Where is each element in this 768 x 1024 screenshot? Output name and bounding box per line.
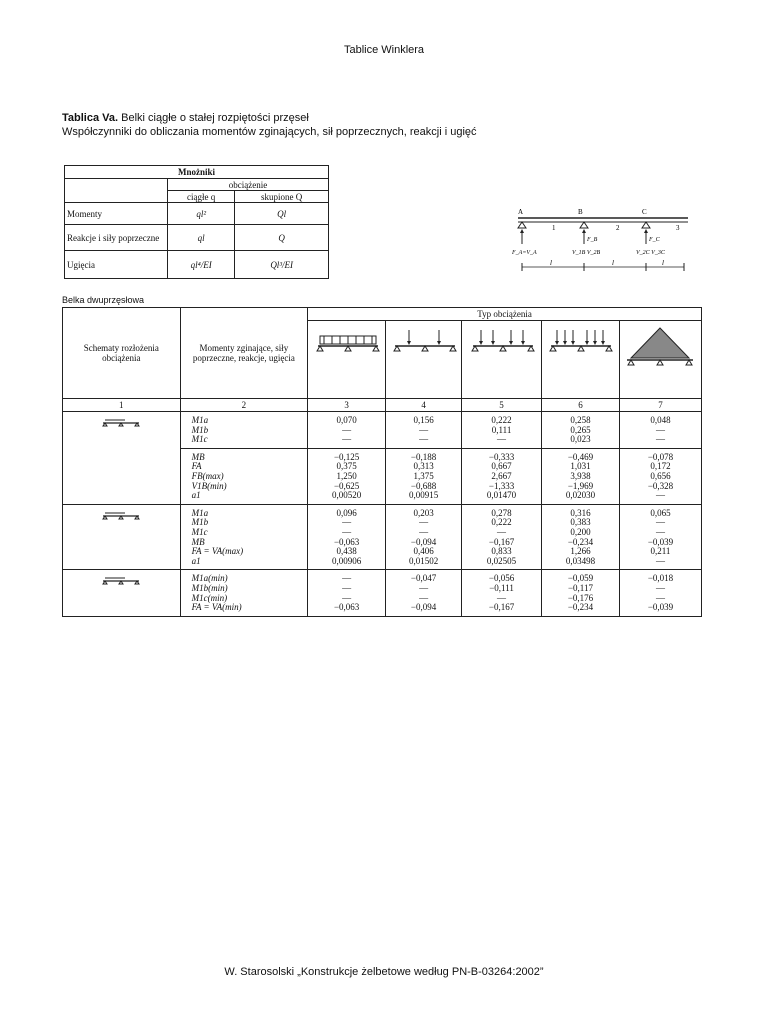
coefficient-value: 0,172 bbox=[650, 461, 671, 472]
coefficients-table bbox=[62, 307, 702, 617]
column-number: 5 bbox=[462, 399, 542, 412]
quantity-label: FA = VA(max) bbox=[191, 546, 244, 557]
mult-row-label: Reakcje i siły poprzeczne bbox=[65, 225, 168, 251]
coefficient-value: −0,688 bbox=[410, 480, 437, 491]
quantity-label: FB(max) bbox=[191, 470, 224, 481]
coefficient-value: −0,059 bbox=[567, 573, 594, 584]
head-type: Typ obciążenia bbox=[308, 308, 702, 321]
coefficient-value: 0,313 bbox=[413, 461, 434, 472]
coefficient-value: −0,094 bbox=[410, 602, 437, 613]
load-type-7 bbox=[619, 321, 701, 399]
reaction-label: F_A=V_A bbox=[512, 250, 537, 256]
coefficient-value: −0,063 bbox=[333, 602, 360, 613]
quantity-label: MB bbox=[191, 536, 205, 547]
coefficient-value: — bbox=[655, 517, 665, 528]
span-label: 3 bbox=[676, 224, 680, 232]
mult-cell: ql² bbox=[168, 203, 235, 225]
coefficient-value: −0,333 bbox=[488, 451, 515, 462]
coefficient-value: — bbox=[655, 490, 665, 501]
coefficient-value: −0,078 bbox=[647, 451, 674, 462]
value-column bbox=[386, 504, 462, 570]
quantity-label: M1a bbox=[191, 415, 209, 425]
quantity-label: M1c bbox=[191, 434, 208, 445]
mult-cell: ql⁴/EI bbox=[168, 251, 235, 279]
coefficient-value: 0,656 bbox=[650, 470, 671, 481]
value-column bbox=[386, 412, 462, 449]
three-point-load-diagram bbox=[545, 322, 615, 372]
head-scheme: Schematy rozłożenia obciążenia bbox=[63, 308, 181, 399]
coefficient-value: — bbox=[342, 582, 352, 593]
coefficient-value: — bbox=[419, 424, 429, 435]
coefficient-value: — bbox=[342, 592, 352, 603]
value-column bbox=[308, 504, 386, 570]
support-label: C bbox=[642, 208, 647, 216]
coefficient-value: 0,096 bbox=[336, 507, 357, 518]
coefficient-value: −0,117 bbox=[567, 582, 593, 593]
coefficient-value: — bbox=[342, 434, 352, 445]
quantity-label: MB bbox=[191, 451, 205, 462]
coefficient-value: −0,188 bbox=[410, 451, 437, 462]
quantity-label: a1 bbox=[191, 490, 201, 501]
coefficient-value: 0,203 bbox=[413, 507, 434, 518]
coefficient-value: 1,250 bbox=[336, 470, 357, 481]
coefficient-value: — bbox=[497, 592, 507, 603]
load-scheme-cell bbox=[63, 570, 181, 616]
coefficient-value: — bbox=[655, 555, 665, 566]
subtitle: Belka dwuprzęsłowa bbox=[62, 295, 145, 305]
value-column bbox=[542, 570, 620, 616]
value-column bbox=[619, 570, 701, 616]
coefficient-value: −0,234 bbox=[567, 602, 594, 613]
column-number: 6 bbox=[542, 399, 620, 412]
quantity-label: a1 bbox=[191, 555, 201, 566]
coefficient-value: 0,023 bbox=[570, 434, 591, 445]
reaction-label: V_2C V_3C bbox=[636, 250, 665, 256]
point-load-diagram bbox=[389, 322, 459, 372]
coefficient-value: 0,383 bbox=[570, 517, 591, 528]
value-column bbox=[619, 412, 701, 449]
coefficient-value: — bbox=[419, 582, 429, 593]
column-number: 3 bbox=[308, 399, 386, 412]
reaction-label: V_1B V_2B bbox=[572, 250, 601, 256]
value-column bbox=[308, 570, 386, 616]
coefficient-value: 0,048 bbox=[650, 415, 671, 425]
coefficient-value: −0,063 bbox=[333, 536, 360, 547]
scheme-icon bbox=[91, 413, 151, 433]
quantity-label: M1c bbox=[191, 526, 208, 537]
coefficient-value: −0,047 bbox=[410, 573, 437, 584]
value-column bbox=[619, 504, 701, 570]
coefficient-value: −0,018 bbox=[647, 573, 674, 584]
coefficient-value: — bbox=[655, 582, 665, 593]
coefficient-value: — bbox=[419, 592, 429, 603]
coefficient-value: −0,056 bbox=[488, 573, 515, 584]
coefficient-value: 0,278 bbox=[491, 507, 512, 518]
coefficient-value: −0,094 bbox=[410, 536, 437, 547]
mult-cell: Ql bbox=[235, 203, 329, 225]
column-number: 4 bbox=[386, 399, 462, 412]
coefficient-value: −0,625 bbox=[333, 480, 360, 491]
mult-cell: ql bbox=[168, 225, 235, 251]
title-line2: Współczynniki do obliczania momentów zginających, sił poprzecznych, reakcji i ugięć bbox=[62, 126, 477, 138]
quantity-label: M1a bbox=[191, 507, 209, 518]
triangular-load-diagram bbox=[623, 322, 697, 372]
page-header: Tablice Winklera bbox=[343, 44, 425, 56]
support-label: B bbox=[578, 208, 583, 216]
mult-cell: Q bbox=[235, 225, 329, 251]
mult-col-q: ciągłe q bbox=[168, 191, 235, 203]
value-column bbox=[462, 448, 542, 504]
support-label: A bbox=[518, 208, 524, 216]
coefficient-value: −0,125 bbox=[333, 451, 360, 462]
value-column bbox=[542, 504, 620, 570]
multipliers-table bbox=[64, 165, 329, 279]
coefficient-value: −0,176 bbox=[567, 592, 594, 603]
reaction-label: F_C bbox=[649, 237, 660, 243]
coefficient-value: — bbox=[655, 526, 665, 537]
coefficient-value: −0,111 bbox=[489, 582, 514, 593]
value-column bbox=[308, 412, 386, 449]
column-number: 2 bbox=[180, 399, 308, 412]
quantity-labels bbox=[180, 504, 308, 570]
quantity-label: M1c(min) bbox=[191, 592, 228, 603]
value-column bbox=[619, 448, 701, 504]
load-type-6 bbox=[542, 321, 620, 399]
coefficient-value: 0,070 bbox=[336, 415, 357, 425]
coefficient-value: 0,065 bbox=[650, 507, 671, 518]
coefficient-value: −1,333 bbox=[488, 480, 515, 491]
coefficient-value: — bbox=[497, 434, 507, 445]
coefficient-value: 1,031 bbox=[570, 461, 591, 472]
coefficient-value: 0,316 bbox=[570, 507, 591, 518]
reaction-label: F_B bbox=[587, 237, 598, 243]
coefficient-value: 0,438 bbox=[336, 546, 357, 557]
title-bold: Tablica Va. bbox=[62, 112, 119, 124]
coefficient-value: — bbox=[497, 526, 507, 537]
coefficient-value: −1,969 bbox=[567, 480, 594, 491]
quantity-labels bbox=[180, 570, 308, 616]
coefficient-value: 0,375 bbox=[336, 461, 357, 472]
mult-row-label: Ugięcia bbox=[65, 251, 168, 279]
beam-diagram bbox=[512, 200, 692, 275]
span-label: 1 bbox=[552, 224, 556, 232]
coefficient-value: 0,211 bbox=[650, 546, 671, 557]
two-point-load-diagram bbox=[467, 322, 537, 372]
coefficient-value: — bbox=[342, 424, 352, 435]
mult-col-Q: skupione Q bbox=[235, 191, 329, 203]
column-number: 7 bbox=[619, 399, 701, 412]
mult-load-head: obciążenie bbox=[168, 179, 329, 191]
mult-cell: Ql³/EI bbox=[235, 251, 329, 279]
quantity-label: FA = VA(min) bbox=[191, 602, 242, 613]
coefficient-value: 0,156 bbox=[413, 415, 434, 425]
coefficient-value: 0,833 bbox=[491, 546, 512, 557]
table-title bbox=[62, 111, 477, 139]
coefficient-value: 0,01502 bbox=[408, 555, 439, 566]
coefficient-value: 0,667 bbox=[491, 461, 512, 472]
scheme-icon bbox=[91, 506, 151, 526]
quantity-labels bbox=[180, 412, 308, 449]
dim-label: l bbox=[550, 259, 552, 267]
load-type-4 bbox=[386, 321, 462, 399]
coefficient-value: 1,375 bbox=[413, 470, 434, 481]
quantity-label: M1b bbox=[191, 424, 209, 435]
coefficient-value: −0,167 bbox=[488, 602, 515, 613]
head-moments: Momenty zginające, siły poprzeczne, reakcje, ugięcia bbox=[180, 308, 308, 399]
coefficient-value: 0,03498 bbox=[565, 555, 596, 566]
load-type-5 bbox=[462, 321, 542, 399]
load-scheme-cell bbox=[63, 448, 181, 504]
dim-label: l bbox=[612, 259, 614, 267]
title-rest: Belki ciągłe o stałej rozpiętości przęseł bbox=[121, 112, 309, 124]
coefficient-value: — bbox=[419, 434, 429, 445]
value-column bbox=[308, 448, 386, 504]
coefficient-value: — bbox=[342, 517, 352, 528]
coefficient-value: — bbox=[655, 592, 665, 603]
coefficient-value: −0,039 bbox=[647, 602, 674, 613]
quantity-label: V1B(min) bbox=[191, 480, 227, 491]
coefficient-value: — bbox=[419, 517, 429, 528]
coefficient-value: 0,222 bbox=[491, 517, 512, 528]
quantity-label: M1b(min) bbox=[191, 582, 228, 593]
scheme-icon bbox=[91, 571, 151, 591]
quantity-label: M1b bbox=[191, 517, 209, 528]
coefficient-value: −0,469 bbox=[567, 451, 594, 462]
value-column bbox=[386, 570, 462, 616]
coefficient-value: 0,258 bbox=[570, 415, 591, 425]
coefficient-value: — bbox=[342, 573, 352, 584]
value-column bbox=[462, 412, 542, 449]
value-column bbox=[542, 448, 620, 504]
quantity-label: FA bbox=[191, 461, 202, 472]
coefficient-value: 3,938 bbox=[570, 470, 591, 481]
coefficient-value: — bbox=[655, 424, 665, 435]
coefficient-value: 2,667 bbox=[491, 470, 512, 481]
mult-head: Mnożniki bbox=[65, 166, 329, 179]
coefficient-value: 0,200 bbox=[570, 526, 591, 537]
coefficient-value: 0,02505 bbox=[486, 555, 517, 566]
coefficient-value: — bbox=[419, 526, 429, 537]
uniform-load-diagram bbox=[312, 322, 382, 372]
value-column bbox=[542, 412, 620, 449]
coefficient-value: −0,167 bbox=[488, 536, 515, 547]
coefficient-value: 0,265 bbox=[570, 424, 591, 435]
quantity-labels bbox=[180, 448, 308, 504]
value-column bbox=[386, 448, 462, 504]
coefficient-value: −0,234 bbox=[567, 536, 594, 547]
coefficient-value: −0,328 bbox=[647, 480, 674, 491]
mult-row-label: Momenty bbox=[65, 203, 168, 225]
coefficient-value: 0,111 bbox=[491, 424, 512, 435]
coefficient-value: 0,00915 bbox=[408, 490, 439, 501]
coefficient-value: 0,222 bbox=[491, 415, 512, 425]
quantity-label: M1a(min) bbox=[191, 573, 228, 584]
load-scheme-cell bbox=[63, 504, 181, 570]
page-footer: W. Starosolski „Konstrukcje żelbetowe według PN-B-03264:2002” bbox=[224, 966, 544, 978]
value-column bbox=[462, 570, 542, 616]
coefficient-value: 0,00906 bbox=[332, 555, 362, 566]
load-scheme-cell bbox=[63, 412, 181, 449]
span-label: 2 bbox=[616, 224, 620, 232]
coefficient-value: 0,406 bbox=[413, 546, 434, 557]
coefficient-value: −0,039 bbox=[647, 536, 674, 547]
coefficient-value: 0,02030 bbox=[565, 490, 596, 501]
value-column bbox=[462, 504, 542, 570]
coefficient-value: 0,00520 bbox=[332, 490, 362, 501]
column-number: 1 bbox=[63, 399, 181, 412]
coefficient-value: 0,01470 bbox=[486, 490, 517, 501]
coefficient-value: — bbox=[342, 526, 352, 537]
dim-label: l bbox=[662, 259, 664, 267]
load-type-3 bbox=[308, 321, 386, 399]
coefficient-value: — bbox=[655, 434, 665, 445]
coefficient-value: 1,266 bbox=[570, 546, 591, 557]
